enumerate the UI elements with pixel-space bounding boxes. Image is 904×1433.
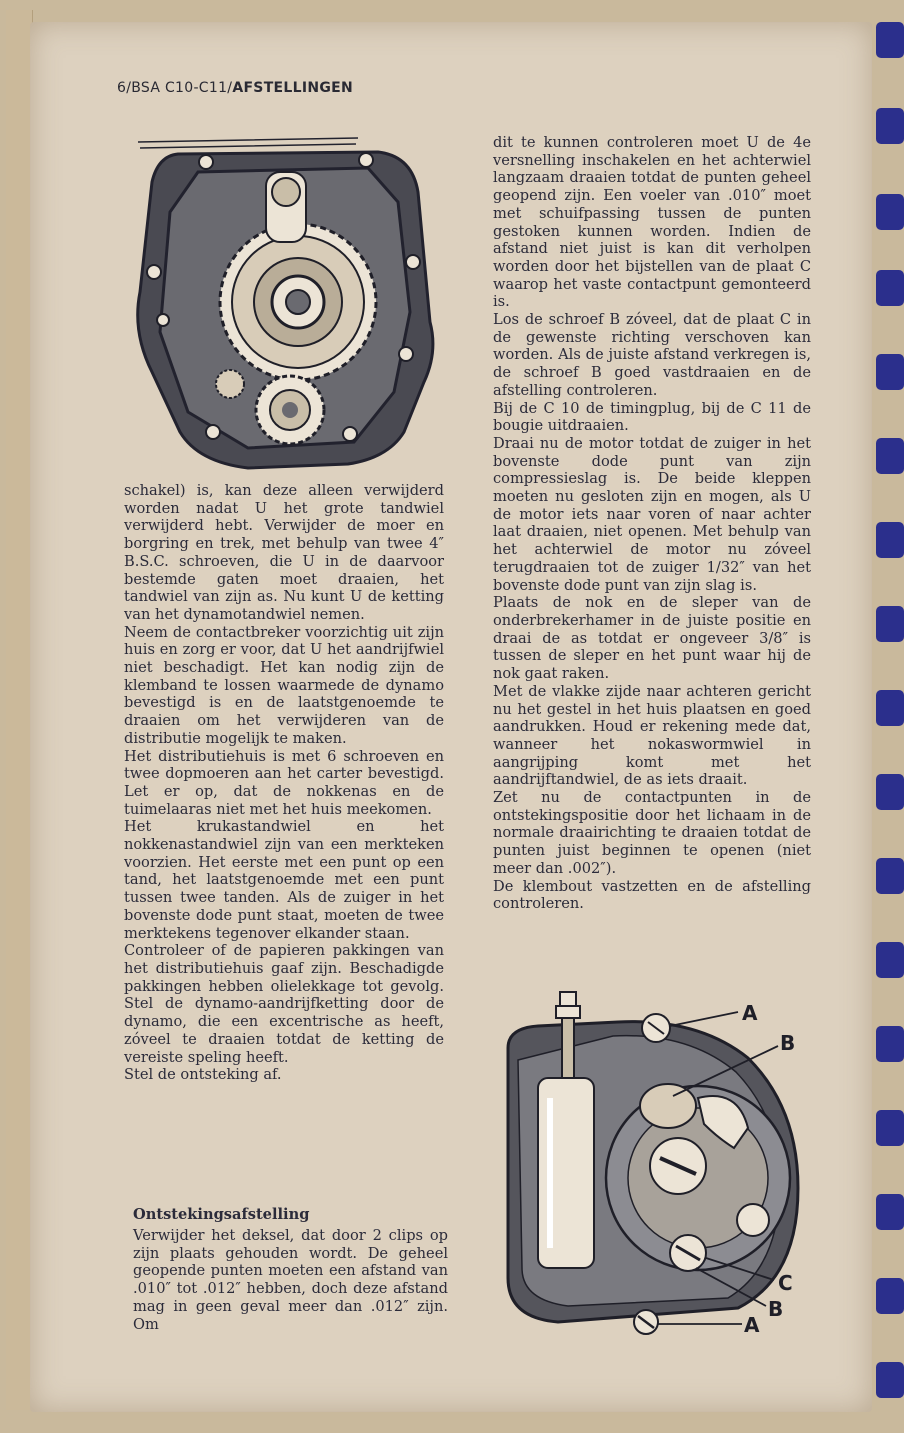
paragraph: Neem de contactbreker voorzichtig uit zijn huis en zorg er voor, dat U het aandrijfwiel niet beschadigt. Het kan nodig zijn de klemband te lossen waarmede de dynamo bevestigd is en de laatstgenoemde te draaien om het verwijderen van de distributie mogelijk te maken. xyxy=(124,623,444,747)
paragraph: Draai nu de motor totdat de zuiger in het bovenste dode punt van zijn compressieslag is. De beide kleppen moeten nu gesloten zijn en mogen, als U de motor iets naar voren of naar achter laat draaien, niet openen. Met behulp van het achterwiel de motor nu zóveel terugdraaien tot de zuiger 1/32″ van het bovenste dode punt van zijn slag is. xyxy=(493,434,811,594)
contact-breaker-illustration-icon xyxy=(498,988,816,1338)
section-heading: Ontstekingsafstelling xyxy=(133,1206,310,1223)
page-header xyxy=(117,80,353,96)
right-column xyxy=(493,134,811,913)
figure-label-c: C xyxy=(778,1271,793,1295)
figure-label-b-top: B xyxy=(780,1031,796,1055)
figure-label-b-bottom: B xyxy=(768,1297,784,1321)
paragraph: Het krukastandwiel en het nokkenastandwiel zijn van een merkteken voorzien. Het eerste met een punt op een tand, het laatstgenoemde met een punt tussen twee tanden. Als de zuiger in het bovenste dode punt staat, moeten de twee merktekens tegenover elkander staan. xyxy=(124,818,444,942)
paragraph: Stel de ontsteking af. xyxy=(124,1066,282,1084)
large-gear-icon xyxy=(220,224,376,380)
paragraph: Zet nu de contactpunten in de ontstekingspositie door het lichaam in de normale draairichting te draaien totdat de punten juist beginnen te openen (niet meer dan .002″). xyxy=(493,789,811,877)
header-prefix: 6/BSA C10-C11/ xyxy=(117,80,233,96)
paragraph: schakel) is, kan deze alleen verwijderd worden nadat U het grote tandwiel verwijderd hebt. Verwijder de moer en borgring en trek, met behulp van twee 4″ B.S.C. schroeven, die U in de daarvoor bestemde gaten moet draaien, het tandwiel van zijn as. Nu kunt U de ketting van het dynamotandwiel nemen. xyxy=(124,482,444,623)
left-column-top xyxy=(124,482,444,1084)
paragraph: Los de schroef B zóveel, dat de plaat C in de gewenste richting verschoven kan worden. Als de juiste afstand verkregen is, de schroef B goed vastdraaien en de afstelling controleren. xyxy=(493,311,811,399)
paragraph: dit te kunnen controleren moet U de 4e versnelling inschakelen en het achterwiel langzaam draaien totdat de punten geheel geopend zijn. Een voeler van .010″ moet met schuifpassing tussen de punten gestoken kunnen worden. Indien de afstand niet juist is kan dit verholpen worden door het bijstellen van de plaat C waarop het vaste contactpunt gemonteerd is. xyxy=(493,134,811,311)
shaft-icon xyxy=(266,172,306,242)
paragraph: De klembout vastzetten en de afstelling controleren. xyxy=(493,877,811,913)
paragraph: Controleer of de papieren pakkingen van het distributiehuis gaaf zijn. Beschadigde pakkingen hebben olielekkage tot gevolg. Stel de dynamo-aandrijfketting door de dynamo, die een excentrische as heeft, zóveel te draaien totdat de ketting de vereiste speling heeft. xyxy=(124,942,444,1066)
paragraph: Plaats de nok en de sleper van de onderbrekerhamer in de juiste positie en draai de as totdat er ongeveer 3/8″ is tussen de sleper en het punt waar hij de nok gaat raken. xyxy=(493,594,811,683)
book-edge xyxy=(6,10,33,1410)
spiral-binding-icon xyxy=(872,0,904,1433)
left-column-bottom xyxy=(133,1227,448,1333)
paragraph: Het distributiehuis is met 6 schroeven en twee dopmoeren aan het carter bevestigd. Let er op, dat de nokkenas en de tuimelaaras niet met het huis meekomen. xyxy=(124,747,444,818)
figure-label-a-top: A xyxy=(742,1001,758,1025)
paragraph: Verwijder het deksel, dat door 2 clips op zijn plaats gehouden wordt. De geheel geopende punten moeten een afstand van .010″ tot .012″ hebben, doch deze afstand mag in geen geval meer dan .012″ zijn. Om xyxy=(133,1227,448,1333)
paragraph: Bij de C 10 de timingplug, bij de C 11 de bougie uitdraaien. xyxy=(493,399,811,435)
figure-label-a-bottom: A xyxy=(744,1313,760,1337)
paragraph: Met de vlakke zijde naar achteren gericht nu het gestel in het huis plaatsen en goed aandrukken. Houd er rekening mede dat, wanneer het nokaswormwiel in aangrijping komt met het aandrijftandwiel, de as iets draait. xyxy=(493,682,811,789)
header-section: AFSTELLINGEN xyxy=(232,80,354,96)
timing-gear-illustration-icon xyxy=(118,132,456,482)
